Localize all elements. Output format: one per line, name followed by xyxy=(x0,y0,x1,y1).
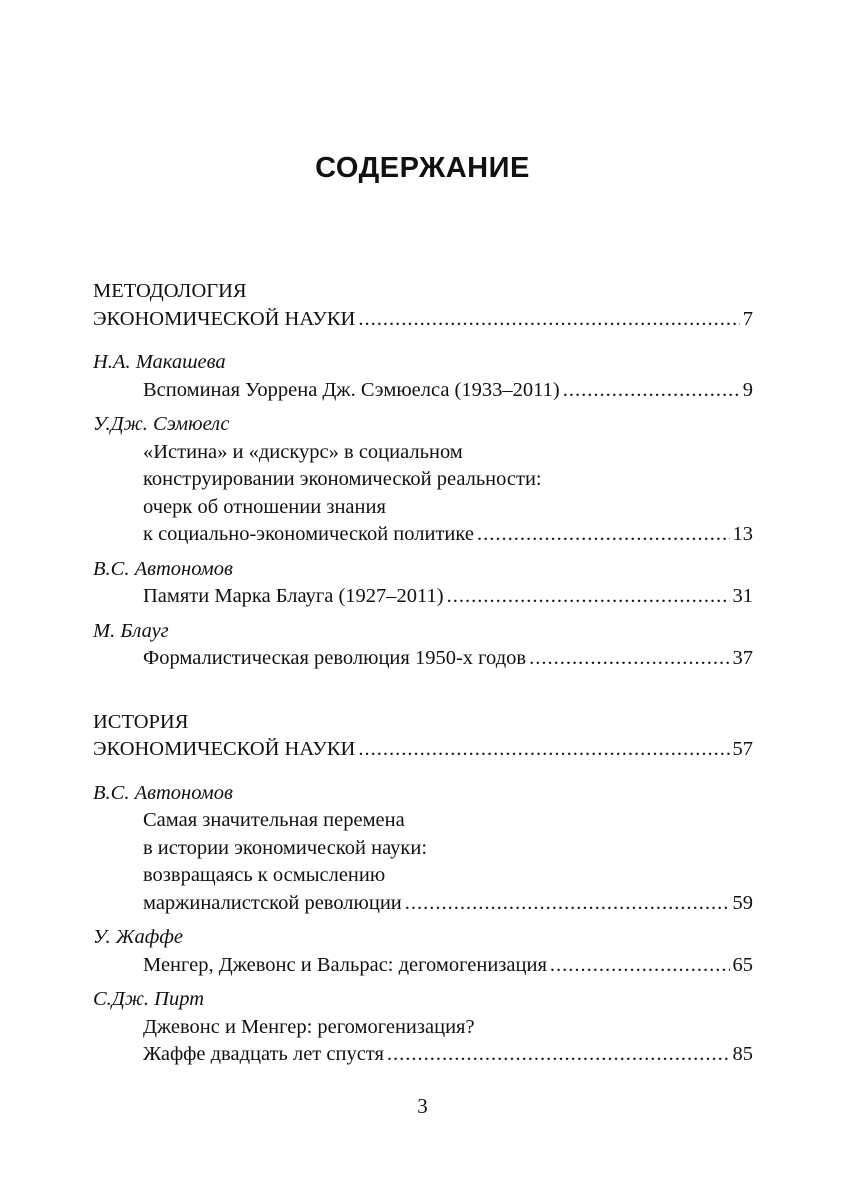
entry-title-line: конструировании экономической реальности: xyxy=(143,468,542,490)
dot-leader xyxy=(447,583,730,611)
entry-title-leader-line[interactable] xyxy=(143,377,753,405)
entry-article xyxy=(93,952,753,980)
entry-author: С.Дж. Пирт xyxy=(93,988,204,1010)
entry-title-line: в истории экономической науки: xyxy=(143,836,428,859)
page-number: 3 xyxy=(417,1094,428,1118)
dot-leader xyxy=(358,306,739,334)
section-heading-line: МЕТОДОЛОГИЯ xyxy=(93,280,247,302)
section-heading xyxy=(93,278,753,333)
section-heading-leader-line[interactable] xyxy=(93,736,753,764)
entry-title: Жаффе двадцать лет спустя xyxy=(143,1043,384,1065)
page-ref: 59 xyxy=(732,891,753,914)
toc-entry xyxy=(93,349,753,404)
dot-leader xyxy=(529,645,729,673)
entry-title: к социально-экономической политике xyxy=(143,523,474,545)
entry-article xyxy=(93,645,753,673)
page-title: СОДЕРЖАНИЕ xyxy=(315,152,530,184)
table-of-contents xyxy=(93,278,753,1076)
toc-entry xyxy=(93,780,753,918)
page-ref: 65 xyxy=(732,953,753,976)
page-ref: 85 xyxy=(732,1043,753,1065)
dot-leader xyxy=(550,952,730,980)
entry-title: Менгер, Джевонс и Вальрас: дегомогенизация xyxy=(143,953,547,976)
entry-title-leader-line[interactable] xyxy=(143,583,753,611)
entry-author: В.С. Автономов xyxy=(93,781,233,804)
entry-title-line: Самая значительная перемена xyxy=(143,809,405,831)
page-ref: 7 xyxy=(742,307,753,330)
entry-title-leader-line[interactable] xyxy=(143,952,753,980)
toc-entry xyxy=(93,556,753,611)
entry-author: В.С. Автономов xyxy=(93,557,233,580)
entry-title-leader-line[interactable] xyxy=(143,521,753,549)
page-ref: 37 xyxy=(732,647,753,669)
entry-article xyxy=(93,807,753,917)
dot-leader xyxy=(358,736,729,764)
dot-leader xyxy=(563,377,740,405)
section-heading-line: ИСТОРИЯ xyxy=(93,710,189,733)
entry-title-line: возвращаясь к осмыслению xyxy=(143,864,386,886)
toc-entry xyxy=(93,618,753,673)
section-heading-line: ЭКОНОМИЧЕСКОЙ НАУКИ xyxy=(93,738,356,760)
entry-title-leader-line[interactable] xyxy=(143,1041,753,1069)
entry-title: Формалистическая революция 1950-х годов xyxy=(143,647,527,669)
entry-title-line: Джевонс и Менгер: регомогенизация? xyxy=(143,1015,475,1038)
entry-article xyxy=(93,439,753,549)
section-heading-line: ЭКОНОМИЧЕСКОЙ НАУКИ xyxy=(93,307,356,330)
toc-entry xyxy=(93,924,753,979)
page-ref: 9 xyxy=(742,378,753,401)
entry-author: М. Блауг xyxy=(93,619,169,642)
entry-author: У. Жаффе xyxy=(93,926,183,948)
entry-article xyxy=(93,583,753,611)
entry-title: Памяти Марка Блауга (1927–2011) xyxy=(143,585,444,607)
toc-entry xyxy=(93,986,753,1069)
entry-article xyxy=(93,1014,753,1069)
page-ref: 57 xyxy=(732,738,753,760)
entry-title: Вспоминая Уоррена Дж. Сэмюелса (1933–2011) xyxy=(143,378,560,401)
dot-leader xyxy=(405,890,730,918)
entry-author: Н.А. Макашева xyxy=(93,351,226,373)
entry-title-leader-line[interactable] xyxy=(143,890,753,918)
page-ref: 31 xyxy=(732,585,753,607)
dot-leader xyxy=(477,521,730,549)
entry-author: У.Дж. Сэмюелс xyxy=(93,413,230,435)
entry-title-line: очерк об отношении знания xyxy=(143,495,386,518)
section-heading-leader-line[interactable] xyxy=(93,306,753,334)
entry-title-line: «Истина» и «дискурс» в социальном xyxy=(143,440,463,463)
entry-title: маржиналистской революции xyxy=(143,891,402,914)
section-heading xyxy=(93,709,753,764)
toc-entry xyxy=(93,411,753,549)
page-ref: 13 xyxy=(732,523,753,545)
entry-title-leader-line[interactable] xyxy=(143,645,753,673)
entry-article xyxy=(93,377,753,405)
dot-leader xyxy=(387,1041,730,1069)
